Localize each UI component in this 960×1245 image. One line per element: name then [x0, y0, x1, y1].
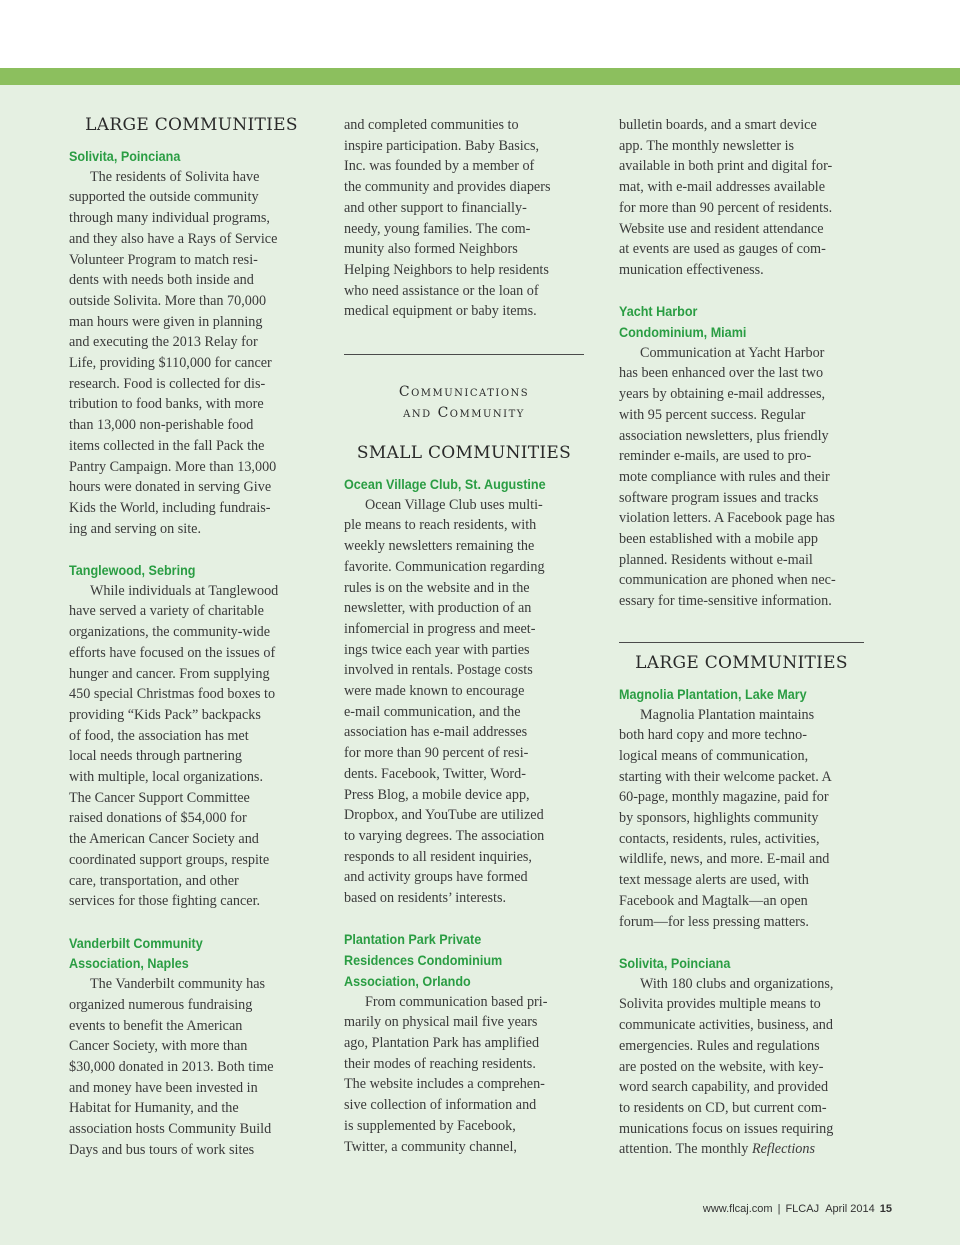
text-line: ple means to reach residents, with — [344, 517, 537, 534]
text-line: are posted on the website, with key- — [619, 1058, 824, 1075]
text-line: With 180 clubs and organizations, — [640, 975, 834, 992]
text-line: been established with a mobile app — [619, 531, 818, 548]
section-title-small-communities: SMALL COMMUNITIES — [356, 443, 572, 464]
text-line: Ocean Village Club uses multi- — [365, 496, 543, 513]
entry-body-tanglewood — [69, 581, 314, 912]
text-line: forum—for less pressing matters. — [619, 913, 809, 930]
text-line: than 13,000 non-perishable food — [69, 417, 254, 434]
continued-body-col3 — [619, 115, 864, 281]
text-line: mat, with e-mail addresses available — [619, 179, 826, 196]
text-line: dents with needs both inside and — [69, 272, 254, 289]
text-line: were made known to encourage — [344, 683, 525, 700]
top-margin — [0, 0, 960, 68]
text-line: mote compliance with rules and their — [619, 468, 830, 485]
text-line: their modes of reaching residents. — [344, 1055, 536, 1072]
entry-heading-vanderbilt-2: Association, Naples — [69, 955, 189, 972]
footer-magazine: FLCAJ — [785, 1203, 820, 1215]
text-line: planned. Residents without e-mail — [619, 551, 813, 568]
text-line: and money have been invested in — [69, 1079, 258, 1096]
text-line: man hours were given in planning — [69, 313, 263, 330]
text-line: Kids the World, including fundrais- — [69, 499, 271, 516]
text-line: Website use and resident attendance — [619, 220, 824, 237]
entry-heading-solivita-2: Solivita, Poinciana — [619, 954, 731, 971]
text-line: to varying degrees. The association — [344, 827, 545, 844]
text-line: association hosts Community Build — [69, 1121, 272, 1138]
text-line: Life, providing $110,000 for cancer — [69, 355, 272, 372]
column-3 — [619, 115, 864, 1160]
text-line: to residents on CD, but current com- — [619, 1099, 827, 1116]
section-title-large-communities: LARGE COMMUNITIES — [85, 115, 298, 135]
text-line: and executing the 2013 Relay for — [69, 334, 258, 351]
entry-heading-plantation-3: Association, Orlando — [344, 972, 471, 989]
text-line: The Vanderbilt community has — [90, 976, 266, 993]
text-line: emergencies. Rules and regulations — [619, 1037, 820, 1054]
text-line: favorite. Communication regarding — [344, 558, 545, 575]
text-line: both hard copy and more techno- — [619, 727, 807, 744]
publication-title-reflections: Reflections — [751, 1141, 815, 1158]
text-line: bulletin boards, and a smart device — [619, 117, 817, 133]
text-line: needy, young families. The com- — [344, 220, 531, 237]
text-line: research. Food is collected for dis- — [69, 375, 266, 392]
text-line: raised donations of $54,000 for — [69, 810, 247, 827]
entry-heading-plantation-1: Plantation Park Private — [344, 931, 482, 948]
text-line: of food, the association has met — [69, 727, 249, 744]
text-line: outside Solivita. More than 70,000 — [69, 292, 267, 309]
text-line: app. The monthly newsletter is — [619, 137, 795, 154]
page-footer — [703, 1203, 892, 1215]
text-line: word search capability, and provided — [619, 1079, 829, 1096]
text-line: events to benefit the American — [69, 1017, 243, 1034]
text-line: the American Cancer Society and — [69, 831, 259, 848]
text-line: through many individual programs, — [69, 210, 270, 227]
footer-separator: | — [777, 1203, 781, 1215]
entry-heading-solivita: Solivita, Poinciana — [69, 148, 181, 164]
text-line: wildlife, news, and more. E-mail and — [619, 851, 830, 868]
text-line: Helping Neighbors to help residents — [344, 261, 549, 278]
continued-body-col2 — [344, 115, 584, 322]
text-line: services for those fighting cancer. — [69, 893, 261, 910]
text-line: based on residents’ interests. — [344, 890, 507, 907]
text-line: newsletter, with production of an — [344, 600, 532, 617]
text-line: organizations, the community-wide — [69, 624, 271, 641]
text-line: Volunteer Program to match resi- — [69, 251, 258, 268]
entry-body-solivita-2-last-line: attention. The monthly Reflections — [619, 1141, 815, 1158]
entry-body-yacht — [619, 343, 864, 612]
text-line: and activity groups have formed — [344, 869, 528, 886]
text-line: coordinated support groups, respite — [69, 851, 270, 868]
text-line: supported the outside community — [69, 189, 259, 206]
text-line: From communication based pri- — [365, 993, 548, 1010]
text-line: Press Blog, a mobile device app, — [344, 786, 530, 803]
entry-heading-ocean-village: Ocean Village Club, St. Augustine — [344, 476, 546, 493]
text-line: and other support to financially- — [344, 199, 527, 216]
text-line: Habitat for Humanity, and the — [69, 1100, 239, 1117]
text-line: communication are phoned when nec- — [619, 572, 836, 589]
text-line: Magnolia Plantation maintains — [640, 706, 815, 723]
text-line: Communication at Yacht Harbor — [640, 344, 825, 361]
text-line: Inc. was founded by a member of — [344, 158, 535, 175]
text-line: sive collection of information and — [344, 1097, 537, 1114]
feature-title-line-2: and Community — [403, 405, 525, 422]
entry-heading-plantation-2: Residences Condominium — [344, 952, 503, 969]
text-line: software program issues and tracks — [619, 489, 819, 506]
entry-body-ocean-village — [344, 495, 584, 909]
text-line: $30,000 donated in 2013. Both time — [69, 1058, 274, 1075]
text-line: hours were donated in serving Give — [69, 479, 272, 496]
text-line: has been enhanced over the last two — [619, 365, 824, 382]
page-number: 15 — [879, 1203, 892, 1215]
text-line: the community and provides diapers — [344, 179, 551, 196]
entry-heading-yacht-2: Condominium, Miami — [619, 324, 747, 341]
footer-date: April 2014 — [825, 1203, 875, 1215]
text-line: efforts have focused on the issues of — [69, 644, 276, 661]
text-line: 450 special Christmas food boxes to — [69, 686, 276, 703]
section-title-large-communities-2: LARGE COMMUNITIES — [635, 652, 848, 673]
text-line: association newsletters, plus friendly — [619, 427, 829, 444]
text-line: with multiple, local organizations. — [69, 769, 263, 786]
text-line: for more than 90 percent of residents. — [619, 199, 833, 216]
text-line: contacts, residents, rules, activities, — [619, 830, 820, 847]
text-line: munication effectiveness. — [619, 261, 764, 278]
text-line: marily on physical mail five years — [344, 1014, 538, 1031]
text-line: hunger and cancer. From supplying — [69, 665, 270, 682]
text-line: care, transportation, and other — [69, 872, 239, 889]
footer-website: www.flcaj.com — [702, 1203, 773, 1215]
text-line: providing “Kids Pack” backpacks — [69, 706, 261, 723]
text-line: e-mail communication, and the — [344, 703, 521, 720]
text-line: While individuals at Tanglewood — [90, 582, 279, 599]
text-line: local needs through partnering — [69, 748, 242, 765]
text-line: The residents of Solivita have — [90, 168, 260, 185]
text-line: is supplemented by Facebook, — [344, 1117, 516, 1134]
text-line: medical equipment or baby items. — [344, 303, 537, 320]
column-2 — [344, 115, 584, 1157]
text-line: Twitter, a community channel, — [344, 1138, 517, 1155]
entry-heading-vanderbilt-1: Vanderbilt Community — [69, 934, 203, 951]
text-line: Dropbox, and YouTube are utilized — [344, 807, 544, 824]
entry-body-solivita — [69, 167, 314, 540]
entry-body-magnolia — [619, 705, 864, 933]
text-line: ing and serving on site. — [69, 520, 202, 537]
text-line: Days and bus tours of work sites — [69, 1141, 255, 1158]
text-line: text message alerts are used, with — [619, 872, 809, 889]
text-line: dents. Facebook, Twitter, Word- — [344, 765, 526, 782]
text-line: essary for time-sensitive information. — [619, 593, 832, 610]
text-line: involved in rentals. Postage costs — [344, 662, 533, 679]
text-line: communicate activities, business, and — [619, 1017, 833, 1034]
text-line: organized numerous fundraising — [69, 996, 253, 1013]
text-line: infomercial in progress and meet- — [344, 620, 536, 637]
text-line: inspire participation. Baby Basics, — [344, 137, 540, 154]
entry-heading-tanglewood: Tanglewood, Sebring — [69, 562, 196, 579]
text-line: and completed communities to — [344, 117, 519, 133]
text-line: available in both print and digital for- — [619, 158, 833, 175]
text-line: The Cancer Support Committee — [69, 789, 250, 806]
text-line: who need assistance or the loan of — [344, 282, 539, 299]
text-line: rules is on the website and in the — [344, 579, 530, 596]
text-line: by sponsors, highlights community — [619, 810, 819, 827]
text-line: ings twice each year with parties — [344, 641, 530, 658]
text-line: and they also have a Rays of Service — [69, 230, 278, 247]
entry-body-vanderbilt — [69, 974, 314, 1160]
text-line: logical means of communication, — [619, 747, 809, 764]
text-line: reminder e-mails, are used to pro- — [619, 448, 812, 465]
text-line: for more than 90 percent of resi- — [344, 745, 529, 762]
text-line: have served a variety of charitable — [69, 603, 264, 620]
column-1 — [69, 115, 314, 1160]
text-line: The website includes a comprehen- — [344, 1076, 545, 1093]
text-line: starting with their welcome packet. A — [619, 768, 832, 785]
entry-heading-magnolia: Magnolia Plantation, Lake Mary — [619, 685, 807, 702]
entry-body-solivita-2 — [619, 974, 864, 1140]
text-line: tribution to food banks, with more — [69, 396, 264, 413]
text-line: association has e-mail addresses — [344, 724, 528, 741]
feature-title-line-1: Communications — [398, 384, 530, 401]
text-line: with 95 percent success. Regular — [619, 406, 806, 423]
text-line: weekly newsletters remaining the — [344, 538, 535, 555]
text-line: Cancer Society, with more than — [69, 1038, 248, 1055]
text-line: Facebook and Magtalk—an open — [619, 892, 808, 909]
text-line: at events are used as gauges of com- — [619, 241, 826, 258]
entry-heading-yacht-1: Yacht Harbor — [619, 303, 698, 320]
text-line: years by obtaining e-mail addresses, — [619, 386, 826, 403]
text-line: Pantry Campaign. More than 13,000 — [69, 458, 277, 475]
text-line: 60-page, monthly magazine, paid for — [619, 789, 829, 806]
text-line: munity also formed Neighbors — [344, 241, 518, 258]
text-line: ago, Plantation Park has amplified — [344, 1035, 540, 1051]
text-line: violation letters. A Facebook page has — [619, 510, 835, 527]
text-line: munications focus on issues requiring — [619, 1120, 834, 1137]
text-line: Solivita provides multiple means to — [619, 996, 821, 1013]
text-line: items collected in the fall Pack the — [69, 437, 265, 454]
header-accent-bar — [0, 68, 960, 85]
entry-body-plantation — [344, 992, 584, 1158]
text-line: responds to all resident inquiries, — [344, 848, 532, 865]
